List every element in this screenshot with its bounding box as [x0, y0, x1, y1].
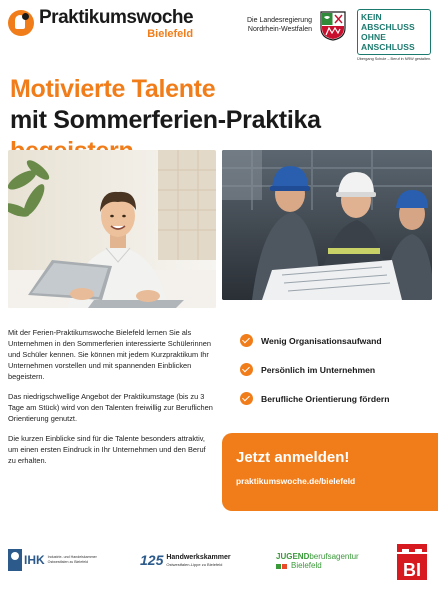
cta-url-link[interactable]: praktikumswoche.de/bielefeld: [236, 476, 356, 486]
logo-subtitle: Bielefeld: [147, 28, 194, 40]
logo-mark-icon: [8, 10, 34, 36]
benefit-label: Wenig Organisationsaufwand: [261, 335, 382, 346]
benefit-item: [240, 384, 435, 413]
jba-title: [276, 552, 359, 561]
bielefeld-city-logo-icon: [397, 544, 427, 580]
check-circle-icon: [240, 334, 253, 347]
body-paragraph-2: Das niedrigschwellige Angebot der Praktikumstage (bis zu 3 Tage am Stück) wird von den Talenten freiwillig zur Beruflichen Orientierung genutzt.: [8, 392, 213, 423]
gov-line2: Nordrhein-Westfalen: [247, 26, 312, 33]
partner-logos: [0, 540, 438, 595]
check-circle-icon: [240, 363, 253, 376]
headline-line2: mit Sommerferien-Praktika: [10, 106, 321, 134]
ihk-logo: [8, 549, 97, 571]
ihk-mark-icon: [8, 549, 22, 571]
body-text: [8, 327, 213, 475]
photo-workers-helmets: [222, 150, 432, 300]
benefit-label: Persönlich im Unternehmen: [261, 364, 376, 375]
nrw-coat-of-arms-icon: [320, 11, 346, 41]
jba-rest: berufsagentur: [309, 552, 359, 561]
kein-line1: KEIN ABSCHLUSS: [361, 12, 415, 32]
jba-color-squares-icon: [276, 564, 288, 569]
hwk-sub: Ostwestfalen-Lippe zu Bielefeld: [166, 561, 223, 567]
benefit-item: [240, 326, 435, 355]
register-cta[interactable]: [222, 433, 438, 511]
hwk-anniversary-number: 125: [140, 552, 164, 568]
benefit-label: Berufliche Orientierung fördern: [261, 393, 390, 404]
headline-line1: Motivierte Talente: [10, 75, 216, 103]
benefit-item: [240, 355, 435, 384]
jugendberufsagentur-logo: [276, 552, 359, 570]
kein-note: Übergang Schule – Beruf in NRW gestalten.: [357, 57, 432, 61]
praktikumswoche-logo: [8, 8, 193, 41]
hwk-name: Handwerkskammer: [166, 553, 231, 561]
header: [0, 0, 438, 66]
nrw-government-label: [222, 16, 312, 34]
cta-title[interactable]: Jetzt anmelden!: [236, 449, 350, 466]
photo-young-man-laptop: [8, 150, 216, 308]
jba-city: Bielefeld: [291, 561, 322, 570]
body-paragraph-1: Mit der Ferien-Praktikumswoche Bielefeld lernen Sie als Unternehmen in den Sommerferien interessierte Schülerinnen und Schüler kennen. Sie können mit jedem Kurzpraktikum Ihr Unternehmen vorstellen und mit spannenden Einblicken begeistern.: [8, 328, 211, 381]
ihk-letters: IHK: [24, 553, 45, 567]
kein-abschluss-logo: [357, 9, 431, 61]
ihk-line2: Ostwestfalen zu Bielefeld: [47, 560, 89, 564]
gov-line1: Die Landesregierung: [247, 17, 312, 24]
benefits-list: [240, 326, 435, 413]
jba-strong: JUGEND: [276, 552, 310, 561]
handwerkskammer-logo: [140, 552, 231, 568]
body-paragraph-3: Die kurzen Einblicke sind für die Talente besonders attraktiv, um einen ersten Eindruck in Ihr Unternehmen und den Beruf zu erhalten.: [8, 434, 206, 465]
logo-title: Praktikumswoche: [39, 7, 194, 28]
ihk-line1: Industrie- und Handelskammer: [47, 555, 97, 559]
check-circle-icon: [240, 392, 253, 405]
kein-line2: OHNE ANSCHLUSS: [361, 32, 415, 52]
bi-mark: BI: [403, 560, 421, 580]
